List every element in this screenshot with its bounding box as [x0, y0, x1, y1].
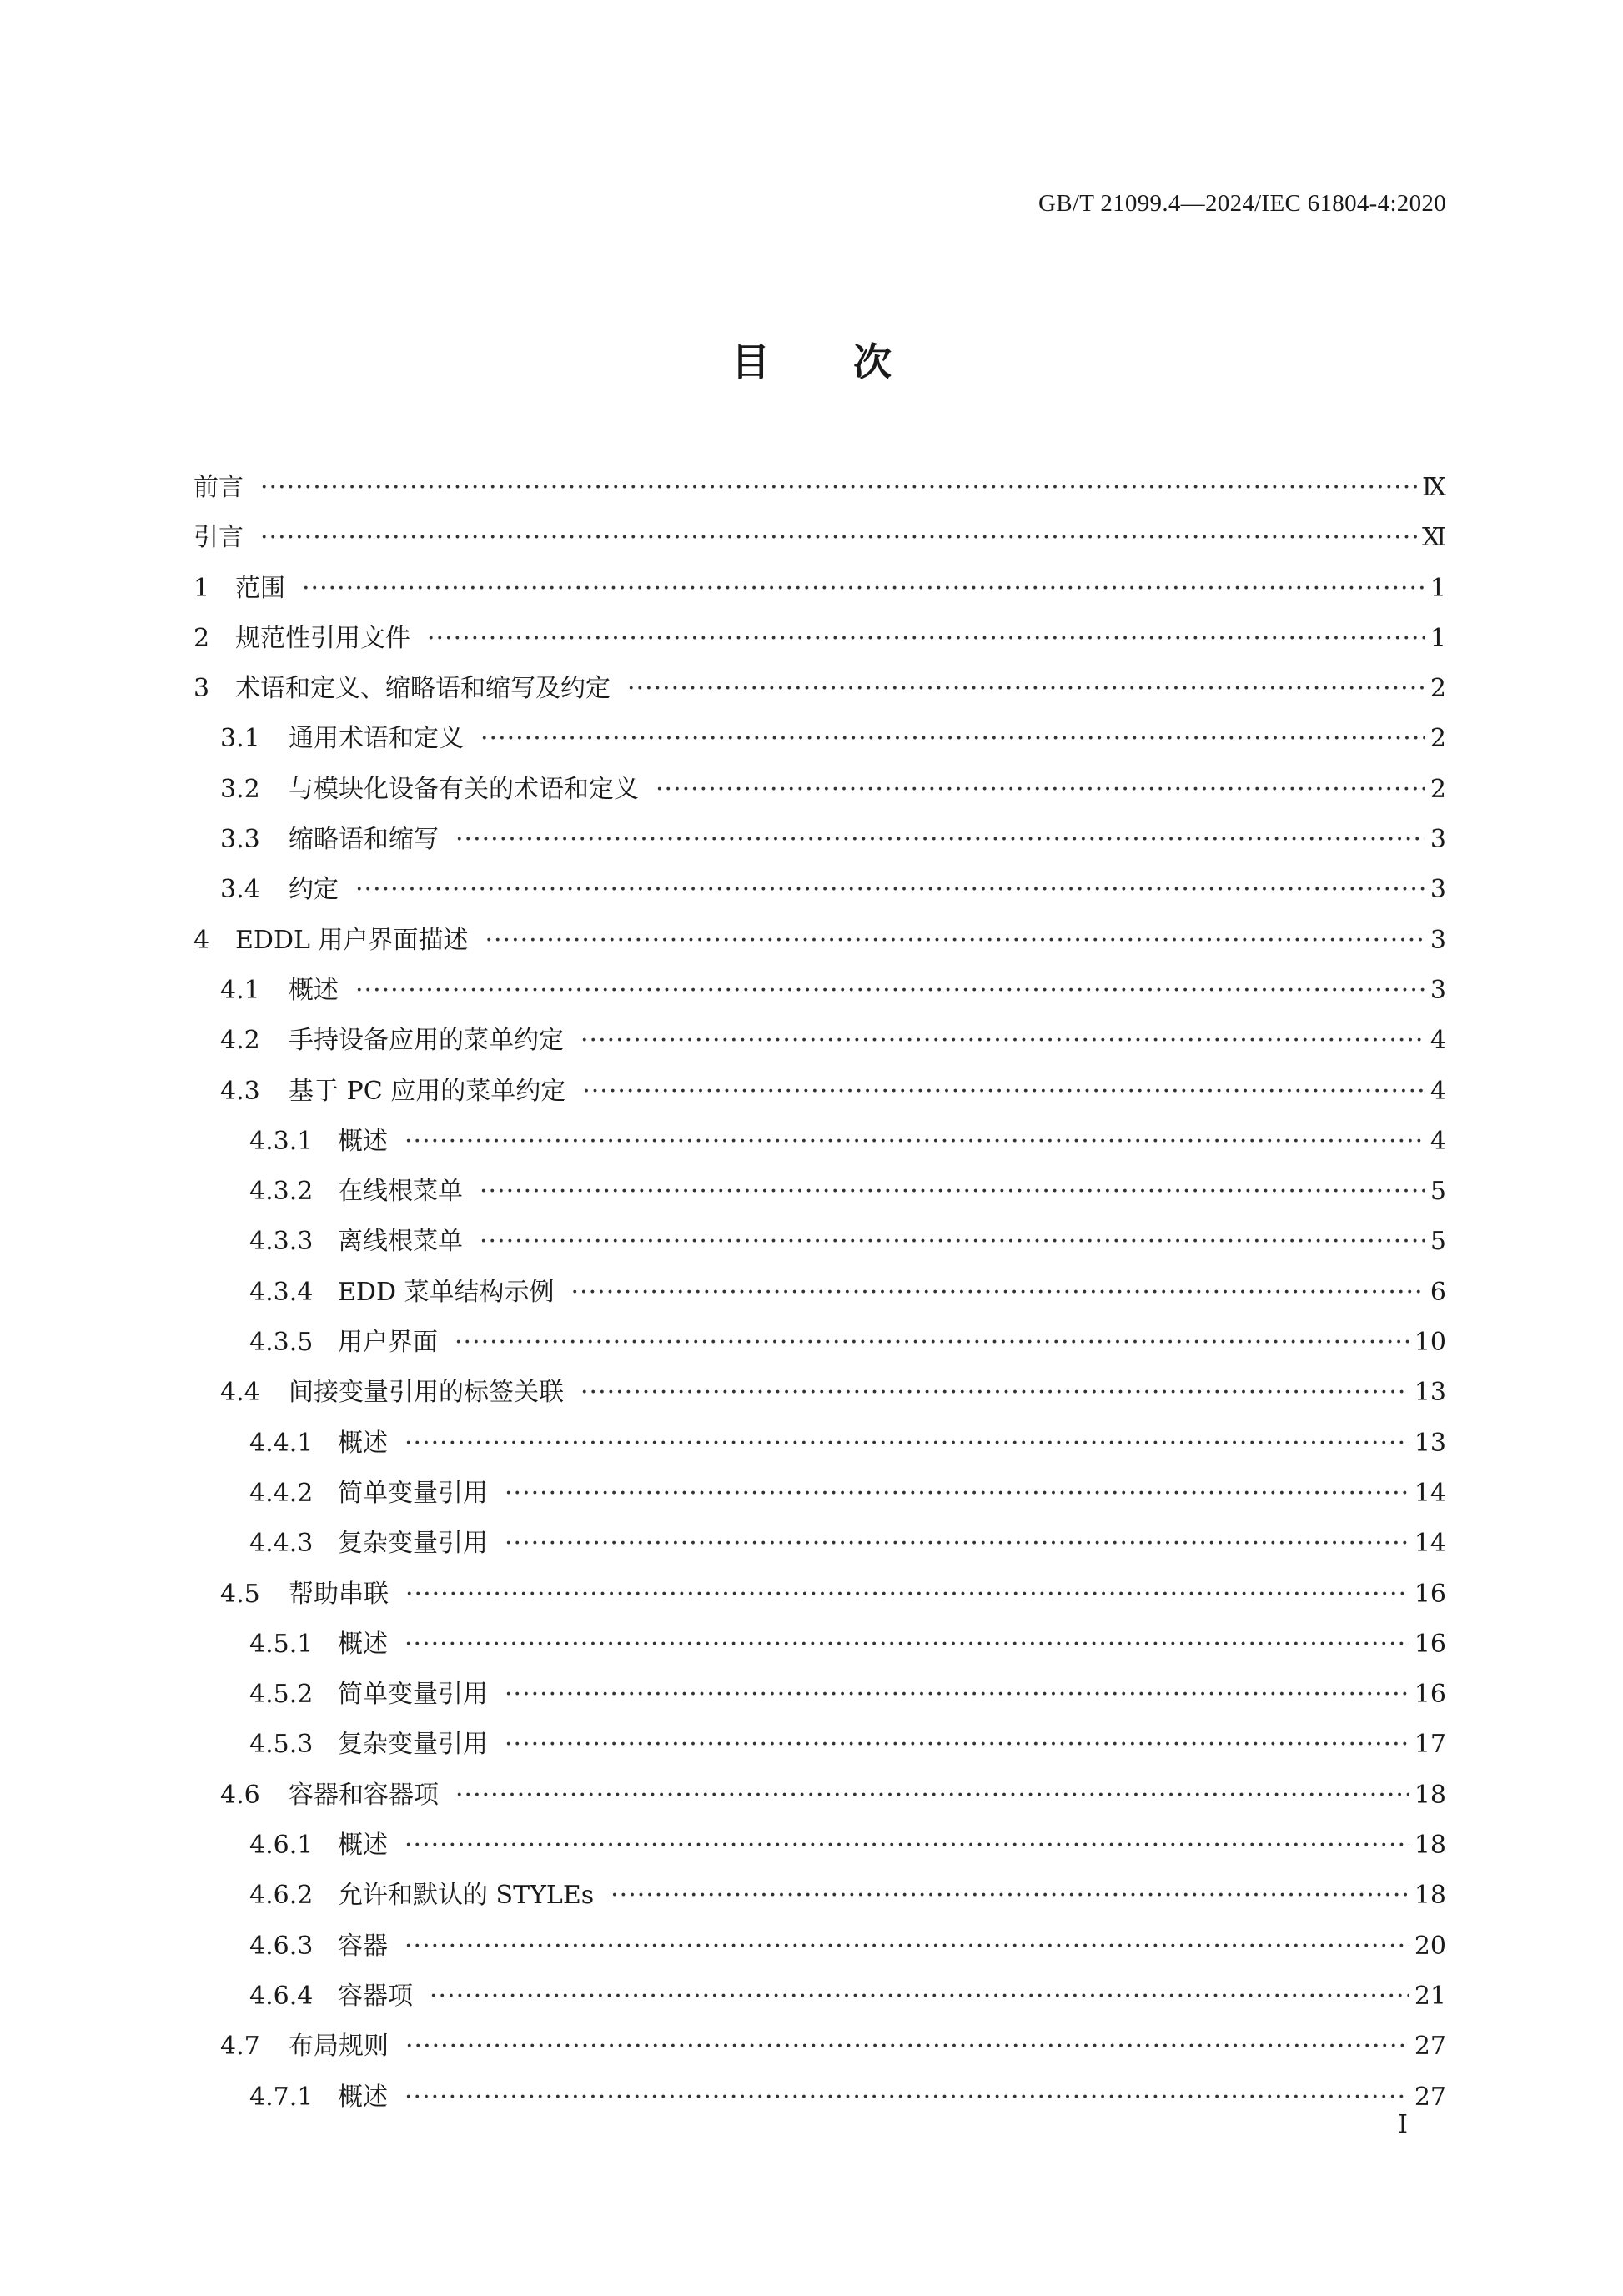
toc-entry[interactable]	[193, 513, 1446, 563]
toc-entry-page: 4	[1430, 1076, 1446, 1106]
toc-entry-label: 概述	[338, 1126, 388, 1156]
toc-entry-number: 4.4	[220, 1378, 260, 1408]
dot-leader	[485, 916, 1425, 966]
toc-entry-label: 术语和定义、缩略语和缩写及约定	[235, 674, 611, 704]
toc-entry-page: 5	[1430, 1177, 1446, 1207]
dot-leader	[505, 1670, 1409, 1720]
dot-leader	[480, 1167, 1425, 1217]
toc-entry[interactable]	[193, 1368, 1446, 1418]
dot-leader	[404, 1419, 1409, 1469]
toc-entry[interactable]	[193, 1318, 1446, 1368]
toc-entry-page: 16	[1414, 1579, 1446, 1609]
dot-leader	[582, 1067, 1425, 1117]
toc-entry-label: 范围	[235, 573, 285, 603]
page-number: I	[1398, 2110, 1408, 2139]
toc-entry-number: 4.4.3	[249, 1529, 314, 1559]
toc-entry-page: 3	[1430, 975, 1446, 1005]
toc-entry-label: EDD 菜单结构示例	[338, 1277, 555, 1307]
toc-entry-page: 1	[1430, 573, 1446, 603]
toc-entry[interactable]	[193, 614, 1446, 664]
toc-entry[interactable]	[193, 916, 1446, 966]
toc-entry-label: 在线根菜单	[338, 1177, 463, 1207]
dot-leader	[404, 1620, 1409, 1670]
toc-entry-page: 18	[1414, 1881, 1446, 1911]
toc-entry-number: 4.3	[220, 1076, 260, 1106]
toc-entry-number: 3	[193, 674, 210, 704]
toc-entry[interactable]	[193, 1519, 1446, 1569]
toc-entry-label: 复杂变量引用	[338, 1730, 488, 1760]
dot-leader	[580, 1016, 1425, 1066]
toc-entry-label: 通用术语和定义	[289, 724, 464, 754]
toc-entry[interactable]	[193, 2022, 1446, 2072]
toc-entry-page: 27	[1414, 2032, 1446, 2062]
toc-entry-label: 概述	[338, 2082, 388, 2112]
dot-leader	[302, 564, 1425, 614]
toc-entry-number: 4.5.3	[249, 1730, 314, 1760]
toc-entry-number: 4.5	[220, 1579, 260, 1609]
toc-entry-number: 4.2	[220, 1026, 260, 1056]
toc-entry[interactable]	[193, 1871, 1446, 1921]
dot-leader	[505, 1469, 1409, 1519]
toc-entry-label: 用户界面	[338, 1328, 438, 1358]
toc-entry-page: 14	[1414, 1529, 1446, 1559]
dot-leader	[405, 1570, 1409, 1620]
dot-leader	[480, 714, 1425, 764]
dot-leader	[611, 1871, 1409, 1921]
dot-leader	[260, 513, 1417, 563]
dot-leader	[404, 1922, 1409, 1972]
toc-entry[interactable]	[193, 1268, 1446, 1318]
toc-entry-page: 10	[1414, 1328, 1446, 1358]
toc-entry-page: 20	[1414, 1931, 1446, 1961]
toc-entry[interactable]	[193, 1821, 1446, 1871]
toc-entry-number: 4.5.2	[249, 1680, 314, 1710]
toc-entry[interactable]	[193, 1419, 1446, 1469]
toc-entry-number: 4.7	[220, 2032, 260, 2062]
dot-leader	[404, 1117, 1425, 1167]
toc-entry-page: 17	[1414, 1730, 1446, 1760]
toc-entry-page: 6	[1430, 1277, 1446, 1307]
toc-entry-number: 4.6.2	[249, 1881, 314, 1911]
toc-entry[interactable]	[193, 966, 1446, 1016]
toc-entry-page: 13	[1414, 1378, 1446, 1408]
table-of-contents	[193, 463, 1446, 2123]
dot-leader	[505, 1720, 1409, 1770]
toc-entry-label: 规范性引用文件	[235, 623, 410, 653]
toc-entry[interactable]	[193, 564, 1446, 614]
toc-entry-label: 概述	[338, 1629, 388, 1659]
toc-entry-number: 4.4.1	[249, 1428, 314, 1458]
dot-leader	[455, 1318, 1409, 1368]
toc-entry-label: 引言	[193, 523, 244, 553]
toc-entry-label: 容器项	[338, 1981, 413, 2011]
toc-entry[interactable]	[193, 865, 1446, 915]
toc-entry-page: 21	[1414, 1981, 1446, 2011]
dot-leader	[404, 1821, 1409, 1871]
dot-leader	[355, 865, 1425, 915]
toc-entry-number: 4.5.1	[249, 1629, 314, 1659]
toc-entry-number: 4.3.5	[249, 1328, 314, 1358]
toc-entry-number: 3.3	[220, 825, 260, 855]
toc-entry-page: 18	[1414, 1831, 1446, 1861]
toc-entry-page: 2	[1430, 774, 1446, 804]
dot-leader	[455, 815, 1425, 865]
toc-entry-label: 容器和容器项	[289, 1780, 439, 1810]
toc-entry-label: 与模块化设备有关的术语和定义	[289, 774, 639, 804]
toc-entry-page: 4	[1430, 1126, 1446, 1156]
toc-entry[interactable]	[193, 1670, 1446, 1720]
dot-leader	[580, 1368, 1409, 1418]
toc-entry-number: 4.6.1	[249, 1831, 314, 1861]
toc-entry-page: Ⅺ	[1421, 523, 1446, 553]
toc-entry-label: 基于 PC 应用的菜单约定	[289, 1076, 566, 1106]
document-standard-id: GB/T 21099.4—2024/IEC 61804-4:2020	[1038, 190, 1446, 217]
toc-entry[interactable]	[193, 463, 1446, 513]
toc-entry-label: 约定	[289, 875, 339, 905]
toc-entry-label: 容器	[338, 1931, 388, 1961]
toc-entry-page: 27	[1414, 2082, 1446, 2112]
dot-leader	[455, 1771, 1409, 1821]
toc-entry[interactable]	[193, 1922, 1446, 1972]
toc-entry-page: 13	[1414, 1428, 1446, 1458]
dot-leader	[505, 1519, 1409, 1569]
toc-entry-number: 4.7.1	[249, 2082, 314, 2112]
toc-entry[interactable]	[193, 1570, 1446, 1620]
toc-entry-label: 简单变量引用	[338, 1680, 488, 1710]
toc-entry[interactable]	[193, 1620, 1446, 1670]
toc-entry-page: Ⅸ	[1422, 473, 1446, 502]
toc-entry-label: 简单变量引用	[338, 1478, 488, 1508]
dot-leader	[427, 614, 1425, 664]
toc-entry[interactable]	[193, 1771, 1446, 1821]
toc-entry-label: 概述	[338, 1831, 388, 1861]
toc-entry-label: 布局规则	[289, 2032, 389, 2062]
toc-entry[interactable]	[193, 714, 1446, 764]
toc-entry-label: 帮助串联	[289, 1579, 389, 1609]
toc-entry-page: 16	[1414, 1629, 1446, 1659]
toc-entry-page: 16	[1414, 1680, 1446, 1710]
toc-entry-number: 4.6	[220, 1780, 260, 1810]
toc-entry-label: EDDL 用户界面描述	[235, 925, 469, 955]
toc-entry-label: 手持设备应用的菜单约定	[289, 1026, 564, 1056]
toc-entry-label: 复杂变量引用	[338, 1529, 488, 1559]
toc-entry[interactable]	[193, 1016, 1446, 1066]
toc-entry[interactable]	[193, 1469, 1446, 1519]
toc-entry[interactable]	[193, 1117, 1446, 1167]
toc-entry-number: 3.2	[220, 774, 260, 804]
toc-entry-number: 3.4	[220, 875, 260, 905]
toc-entry[interactable]	[193, 2072, 1446, 2123]
toc-entry[interactable]	[193, 1067, 1446, 1117]
toc-entry-number: 4.3.1	[249, 1126, 314, 1156]
dot-leader	[404, 2072, 1409, 2123]
toc-entry-label: 概述	[289, 975, 339, 1005]
toc-entry[interactable]	[193, 1167, 1446, 1217]
toc-entry[interactable]	[193, 815, 1446, 865]
page-title	[0, 332, 1623, 387]
toc-entry-label: 允许和默认的 STYLEs	[338, 1881, 595, 1911]
toc-entry-page: 2	[1430, 724, 1446, 754]
toc-entry-number: 4.1	[220, 975, 260, 1005]
dot-leader	[260, 463, 1417, 513]
toc-entry-page: 2	[1430, 674, 1446, 704]
toc-entry-label: 缩略语和缩写	[289, 825, 439, 855]
toc-entry-page: 4	[1430, 1026, 1446, 1056]
toc-entry-page: 18	[1414, 1780, 1446, 1810]
toc-entry-number: 4.6.3	[249, 1931, 314, 1961]
toc-entry-number: 2	[193, 623, 210, 653]
toc-entry[interactable]	[193, 765, 1446, 815]
dot-leader	[480, 1217, 1425, 1267]
title-char-1: 目	[731, 339, 770, 384]
toc-entry-page: 3	[1430, 925, 1446, 955]
toc-entry[interactable]	[193, 1217, 1446, 1267]
dot-leader	[405, 2022, 1409, 2072]
toc-entry-number: 3.1	[220, 724, 260, 754]
toc-entry-page: 3	[1430, 875, 1446, 905]
toc-entry-label: 概述	[338, 1428, 388, 1458]
dot-leader	[627, 664, 1425, 714]
dot-leader	[656, 765, 1425, 815]
toc-entry-number: 1	[193, 573, 210, 603]
toc-entry[interactable]	[193, 664, 1446, 714]
toc-entry-page: 3	[1430, 825, 1446, 855]
toc-entry-number: 4.3.2	[249, 1177, 314, 1207]
title-char-2: 次	[853, 339, 892, 384]
toc-entry[interactable]	[193, 1972, 1446, 2022]
toc-entry-page: 14	[1414, 1478, 1446, 1508]
toc-entry-number: 4.3.4	[249, 1277, 314, 1307]
toc-entry-number: 4.3.3	[249, 1227, 314, 1257]
toc-entry-number: 4.6.4	[249, 1981, 314, 2011]
toc-entry-number: 4.4.2	[249, 1478, 314, 1508]
toc-entry-page: 5	[1430, 1227, 1446, 1257]
toc-entry-label: 间接变量引用的标签关联	[289, 1378, 564, 1408]
dot-leader	[355, 966, 1425, 1016]
dot-leader	[430, 1972, 1409, 2022]
toc-entry-page: 1	[1430, 623, 1446, 653]
dot-leader	[571, 1268, 1425, 1318]
toc-entry-label: 前言	[193, 473, 244, 502]
toc-entry-number: 4	[193, 925, 210, 955]
toc-entry[interactable]	[193, 1720, 1446, 1770]
toc-entry-label: 离线根菜单	[338, 1227, 463, 1257]
